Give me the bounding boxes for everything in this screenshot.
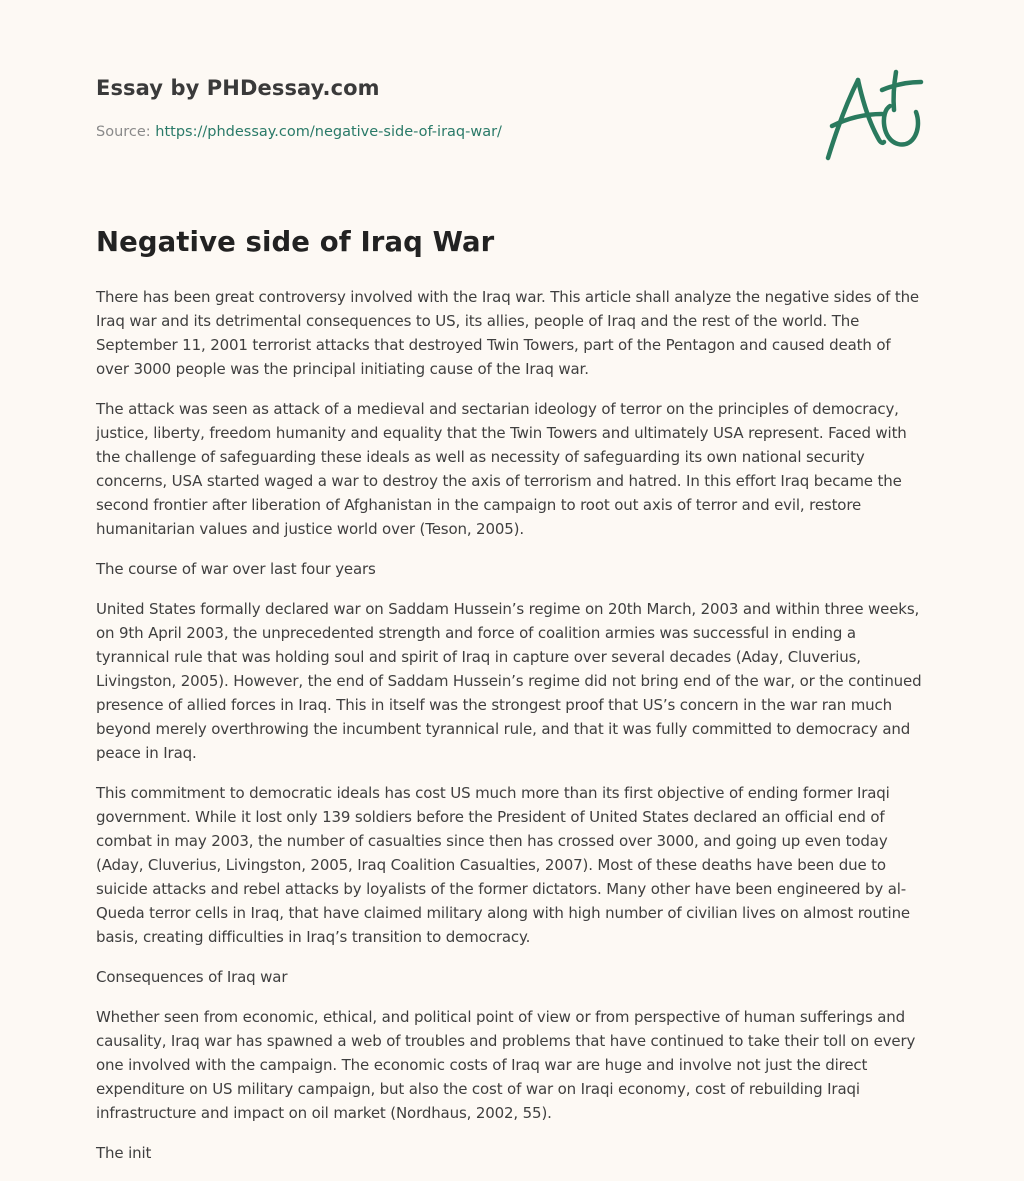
paragraph: United States formally declared war on Saddam Hussein’s regime on 20th March, 2003 and within three weeks, on 9th April 2003, the unprecedented strength and force of coalition armies was successful in ending a tyrannical rule that was holding soul and spirit of Iraq in capture over several decades (Aday, Cluverius, Livingston, 2005). However, the end of Saddam Hussein’s regime did not bring end of the war, or the continued presence of allied forces in Iraq. This in itself was the strongest proof that US’s concern in the war ran much beyond merely overthrowing the incumbent tyrannical rule, and that it was fully committed to democracy and peace in Iraq. <box>96 600 922 762</box>
paragraph: Whether seen from economic, ethical, and political point of view or from perspective of human sufferings and causality, Iraq war has spawned a web of troubles and problems that have continued to take their toll on every one involved with the campaign. The economic costs of Iraq war are huge and involve not just the direct expenditure on US military campaign, but also the cost of war on Iraqi economy, cost of rebuilding Iraqi infrastructure and impact on oil market (Nordhaus, 2002, 55). <box>96 1008 916 1122</box>
paragraph: This commitment to democratic ideals has cost US much more than its first objective of ending former Iraqi government. While it lost only 139 soldiers before the President of United States declared an official end of combat in may 2003, the number of casualties since then has crossed over 3000, and going up even today (Aday, Cluverius, Livingston, 2005, Iraq Coalition Casualties, 2007). Most of these deaths have been due to suicide attacks and rebel attacks by loyalists of the former dictators. Many other have been engineered by al-Queda terror cells in Iraq, that have claimed military along with high number of civilian lives on almost routine basis, creating difficulties in Iraq’s transition to democracy. <box>96 784 911 946</box>
article-title: Negative side of Iraq War <box>96 226 495 258</box>
paragraph: There has been great controversy involved with the Iraq war. This article shall analyze the negative sides of the Iraq war and its detrimental consequences to US, its allies, people of Iraq and the rest of the world. The September 11, 2001 terrorist attacks that destroyed Twin Towers, part of the Pentagon and caused death of over 3000 people was the principal initiating cause of the Iraq war. <box>96 288 920 378</box>
article-body <box>96 285 926 1181</box>
section-heading: Consequences of Iraq war <box>96 968 288 986</box>
a-plus-grade-icon <box>824 68 924 164</box>
paragraph: The init <box>96 1144 152 1162</box>
source-line <box>96 124 502 140</box>
source-label: Source: <box>96 124 151 140</box>
paragraph: The attack was seen as attack of a medieval and sectarian ideology of terror on the principles of democracy, justice, liberty, freedom humanity and equality that the Twin Towers and ultimately USA represent. Faced with the challenge of safeguarding these ideals as well as necessity of safeguarding its own national security concerns, USA started waged a war to destroy the axis of terrorism and hatred. In this effort Iraq became the second frontier after liberation of Afghanistan in the campaign to root out axis of terror and evil, restore humanitarian values and justice world over (Teson, 2005). <box>96 400 907 538</box>
section-heading: The course of war over last four years <box>96 560 376 578</box>
source-link[interactable]: https://phdessay.com/negative-side-of-iraq-war/ <box>155 124 502 140</box>
site-brand: Essay by PHDessay.com <box>96 76 380 100</box>
